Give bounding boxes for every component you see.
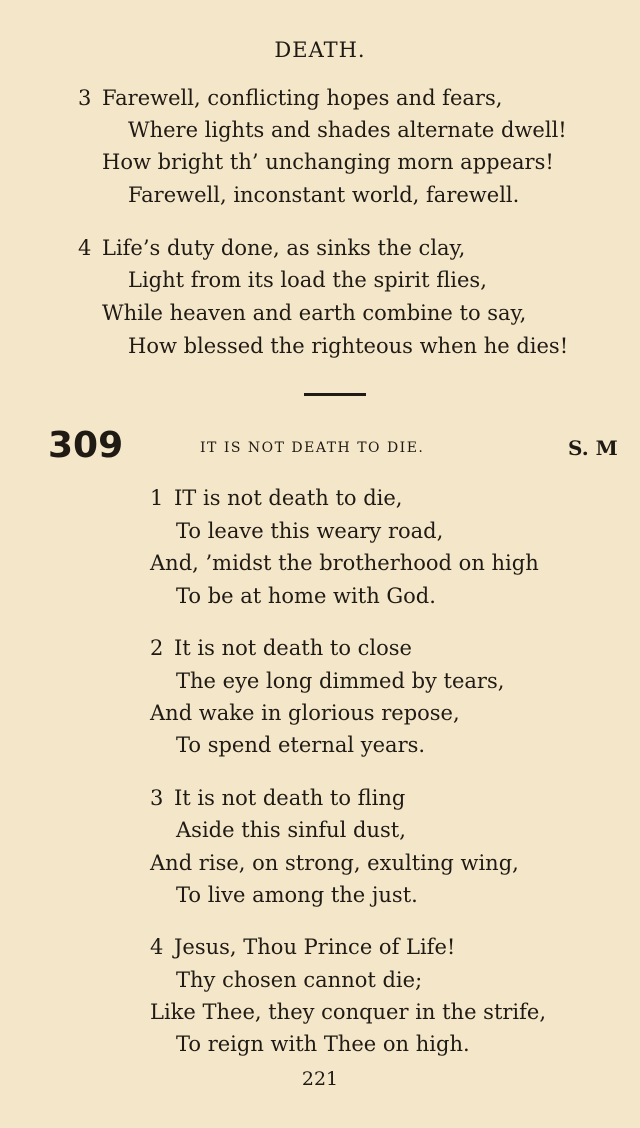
stanza-line: Where lights and shades alternate dwell! [128,118,567,142]
stanza-line: And wake in glorious repose, [150,701,460,725]
stanza-line: To spend eternal years. [176,733,426,757]
stanza-line: To reign with Thee on high. [176,1032,470,1056]
stanza-number: 2 [150,636,164,660]
stanza-number: 4 [150,935,164,959]
stanza-number: 1 [150,486,164,510]
stanza-line: Light from its load the spirit flies, [128,268,487,292]
stanza-line: 3 It is not death to fling [150,786,406,810]
section-divider [304,393,366,396]
stanza-line: Aside this sinful dust, [176,818,406,842]
stanza-line: While heaven and earth combine to say, [102,301,527,325]
stanza-line: How bright th’ unchanging morn appears! [102,150,554,174]
stanza-line: 2 It is not death to close [150,636,412,660]
stanza-line: To leave this weary road, [176,519,444,543]
stanza-line: How blessed the righteous when he dies! [128,334,569,358]
stanza-line: Like Thee, they conquer in the strife, [150,1000,547,1024]
stanza-line: The eye long dimmed by tears, [176,669,505,693]
stanza-line: 3 Farewell, conflicting hopes and fears, [78,86,503,110]
hymn-title: IT IS NOT DEATH TO DIE. [200,440,425,456]
stanza-line: And, ’midst the brotherhood on high [150,551,539,575]
stanza-line: To live among the just. [176,883,418,907]
stanza-line: 1 IT is not death to die, [150,486,403,510]
stanza-line: To be at home with God. [176,584,436,608]
page-number: 221 [301,1068,339,1090]
running-head: DEATH. [274,38,366,62]
stanza-line: Thy chosen cannot die; [176,968,423,992]
stanza-line: 4 Jesus, Thou Prince of Life! [150,935,456,959]
stanza-number: 3 [78,86,92,110]
stanza-number: 4 [78,236,92,260]
stanza-line: Farewell, inconstant world, farewell. [128,183,520,207]
stanza-line: And rise, on strong, exulting wing, [150,851,519,875]
hymn-number: 309 [48,425,124,466]
stanza-number: 3 [150,786,164,810]
hymn-meter: S. M [568,436,618,460]
stanza-line: 4 Life’s duty done, as sinks the clay, [78,236,466,260]
